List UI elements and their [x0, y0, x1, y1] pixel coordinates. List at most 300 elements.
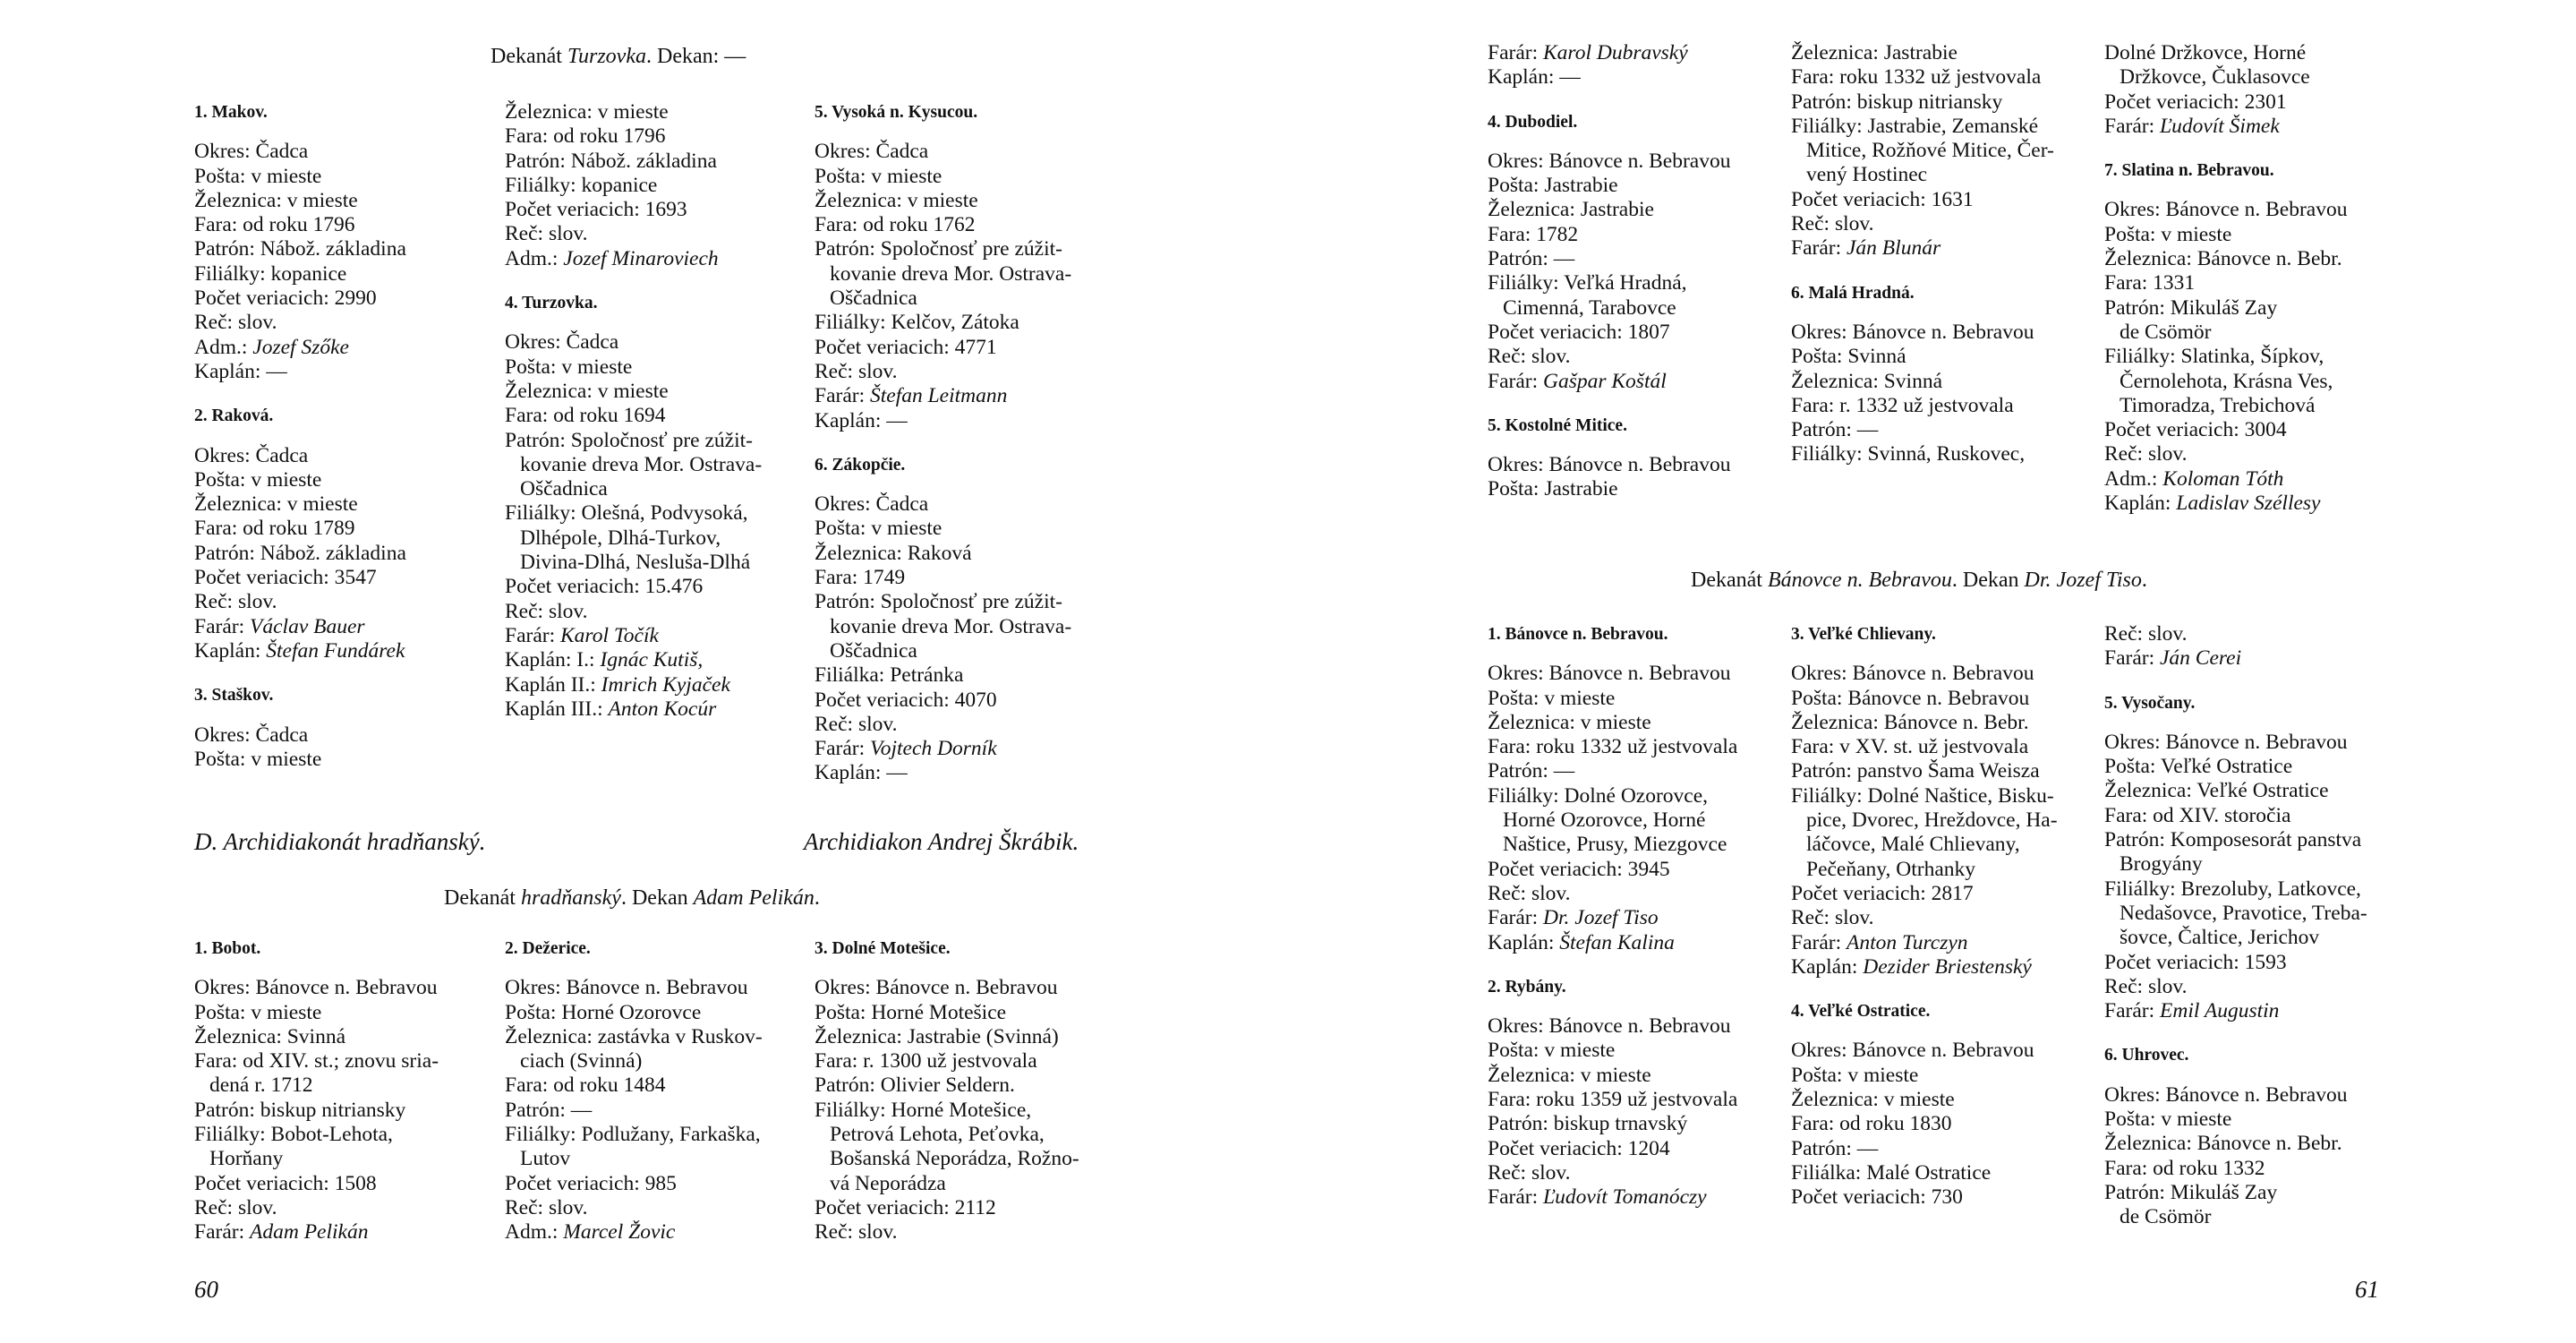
- entry-line: Filiálky: kopanice: [194, 261, 347, 286]
- parish-heading: 1. Bobot.: [194, 939, 261, 958]
- entry-line: Fara: od roku 1484: [505, 1074, 666, 1098]
- entry-line: Patrón: panstvo Šama Weisza: [1791, 759, 2040, 783]
- field-label: Kaplán:: [1791, 954, 1864, 979]
- entry-line: Okres: Bánovce n. Bebravou: [1488, 149, 1731, 173]
- field-label: Farár:: [2104, 999, 2160, 1023]
- parish-heading: 6. Malá Hradná.: [1791, 283, 1915, 303]
- field-label: Kaplán II.:: [505, 672, 601, 697]
- entry-line: [505, 648, 762, 672]
- entry-line: Pošta: v mieste: [815, 164, 943, 188]
- entry-line: Okres: Bánovce n. Bebravou: [2104, 198, 2348, 222]
- person-name: Václav Bauer: [250, 614, 365, 638]
- entry-line: [2104, 467, 2347, 492]
- entry-line: Okres: Bánovce n. Bebravou: [2104, 1082, 2348, 1107]
- parish-entry: [505, 100, 762, 291]
- entry-line: Fara: r. 1300 už jestvovala: [815, 1049, 1037, 1074]
- entry-line: Černolehota, Krásna Ves,: [2120, 369, 2333, 393]
- parish-heading: 6. Uhrovec.: [2104, 1046, 2189, 1065]
- entry-line: Okres: Bánovce n. Bebravou: [1488, 1014, 1731, 1039]
- right-block2-col3: [2104, 622, 2367, 1230]
- entry-line: [1488, 370, 1730, 394]
- entry-line: Pošta: Jastrabie: [1488, 174, 1618, 198]
- entry-line: Počet veriacich: 4771: [815, 335, 997, 359]
- entry-line: Počet veriacich: 1508: [194, 1171, 377, 1195]
- right-block2-col2: [1791, 622, 2058, 1210]
- left-block1-col1: [194, 100, 406, 772]
- entry-line: Nedašovce, Pravotice, Treba-: [2120, 901, 2367, 925]
- entry-line: Počet veriacich: 985: [505, 1171, 677, 1195]
- archidiakon-name: Archidiakon Andrej Škrábik.: [804, 828, 1079, 855]
- entry-line: Železnica: v mieste: [194, 188, 358, 212]
- entry-line: de Csömör: [2120, 320, 2212, 344]
- entry-line: kovanie dreva Mor. Ostrava-: [830, 261, 1072, 286]
- entry-line: Fara: r. 1332 už jestvovala: [1791, 393, 2014, 417]
- entry-line: pice, Dvorec, Hreždovce, Ha-: [1806, 808, 2058, 833]
- entry-line: Počet veriacich: 730: [1791, 1185, 1963, 1210]
- entry-line: Počet veriacich: 3547: [194, 566, 377, 590]
- entry-line: Fara: od roku 1796: [194, 213, 355, 237]
- person-name: Štefan Kalina: [1559, 930, 1675, 954]
- field-label: Adm.:: [2104, 466, 2163, 491]
- parish-entry: [505, 937, 763, 1245]
- entry-line: Timoradza, Trebichová: [2120, 393, 2316, 417]
- parish-entry: [1488, 41, 1730, 110]
- entry-line: Patrón: biskup trnavský: [1488, 1112, 1688, 1136]
- entry-line: Železnica: Jastrabie: [1791, 41, 1958, 64]
- entry-line: Patrón: biskup nitriansky: [1791, 90, 2003, 114]
- entry-line: Pošta: Svinná: [1791, 345, 1906, 369]
- entry-line: [2104, 999, 2367, 1023]
- entry-line: Dolné Držkovce, Horné: [2104, 41, 2307, 64]
- parish-heading: 4. Dubodiel.: [1488, 112, 1578, 132]
- field-label: Adm.:: [505, 1220, 564, 1245]
- entry-line: Železnica: Bánovce n. Bebr.: [2104, 247, 2342, 271]
- entry-line: Kaplán: —: [1488, 65, 1581, 90]
- entry-line: Pošta: v mieste: [505, 355, 633, 379]
- person-name: Gašpar Koštál: [1543, 369, 1667, 393]
- person-name: Ján Cerei: [2160, 646, 2242, 671]
- right-block1-col2: [1791, 41, 2054, 467]
- parish-heading: 3. Staškov.: [194, 686, 274, 706]
- entry-line: Patrón: Spoločnosť pre zúžit-: [815, 237, 1062, 261]
- entry-line: Počet veriacich: 3004: [2104, 418, 2287, 442]
- entry-line: Divina-Dlhá, Nesluša-Dlhá: [520, 551, 751, 575]
- parish-heading: 3. Veľké Chlievany.: [1791, 625, 1936, 644]
- entry-line: Okres: Bánovce n. Bebravou: [815, 976, 1058, 1000]
- entry-line: Reč: slov.: [505, 599, 588, 623]
- entry-line: Reč: slov.: [2104, 974, 2188, 998]
- parish-entry: [1488, 414, 1730, 502]
- entry-line: Cimenná, Tarabovce: [1503, 295, 1676, 320]
- entry-line: Reč: slov.: [194, 590, 277, 614]
- entry-line: Železnica: Veľké Ostratice: [2104, 779, 2329, 803]
- entry-line: Patrón: Nábož. základina: [194, 541, 406, 565]
- entry-line: Okres: Čadca: [505, 330, 619, 355]
- field-label: Farár:: [194, 614, 250, 638]
- parish-heading: 2. Dežerice.: [505, 939, 591, 958]
- entry-line: Okres: Bánovce n. Bebravou: [1791, 320, 2034, 344]
- entry-line: [194, 639, 406, 663]
- entry-line: Fara: od XIV. storočia: [2104, 803, 2291, 827]
- entry-line: Filiálky: kopanice: [505, 173, 658, 197]
- entry-line: Pošta: Bánovce n. Bebravou: [1791, 686, 2030, 710]
- left-block2-col1: [194, 937, 439, 1245]
- parish-entry: [2104, 1043, 2367, 1229]
- parish-heading: 4. Veľké Ostratice.: [1791, 1002, 1931, 1022]
- entry-line: Lutov: [520, 1147, 571, 1171]
- person-name: Anton Kocúr: [608, 697, 717, 721]
- parish-entry: [1791, 622, 2058, 999]
- entry-line: Pošta: v mieste: [1488, 686, 1616, 710]
- entry-line: [2104, 646, 2367, 671]
- entry-line: Pečeňany, Otrhanky: [1806, 857, 1976, 881]
- left-block2-col2: [505, 937, 763, 1245]
- person-name: Dezider Briestenský: [1863, 954, 2032, 979]
- parish-entry: [2104, 41, 2347, 158]
- entry-line: Filiálky: Veľká Hradná,: [1488, 271, 1687, 295]
- left-block1-col3: [815, 100, 1071, 786]
- entry-line: Okres: Čadca: [815, 492, 929, 517]
- entry-line: Počet veriacich: 2990: [194, 287, 377, 311]
- person-name: Vojtech Dorník: [870, 737, 997, 761]
- entry-line: Železnica: Jastrabie (Svinná): [815, 1024, 1059, 1048]
- entry-line: Oščadnica: [830, 287, 917, 311]
- entry-line: Počet veriacich: 4070: [815, 688, 997, 712]
- entry-line: Filiálky: Dolné Naštice, Bisku-: [1791, 783, 2054, 808]
- entry-line: Fara: 1749: [815, 566, 906, 590]
- person-name: Jozef Minaroviech: [563, 246, 719, 270]
- entry-line: [1488, 1185, 1737, 1210]
- person-name: Ignác Kutiš,: [600, 648, 704, 672]
- entry-line: Bošanská Neporádza, Rožno-: [830, 1147, 1079, 1171]
- entry-line: [2104, 492, 2347, 516]
- entry-line: ciach (Svinná): [520, 1049, 643, 1074]
- entry-line: Filiálky: Svinná, Ruskovec,: [1791, 442, 2026, 466]
- entry-line: Železnica: Svinná: [1791, 369, 1942, 393]
- person-name: Štefan Fundárek: [266, 638, 405, 663]
- person-name: Ladislav Széllesy: [2176, 492, 2321, 516]
- entry-line: Filiálky: Kelčov, Zátoka: [815, 311, 1019, 335]
- entry-line: Filiálky: Brezoluby, Latkovce,: [2104, 877, 2361, 901]
- entry-line: Filiálky: Jastrabie, Zemanské: [1791, 114, 2039, 138]
- entry-line: [194, 1220, 439, 1245]
- entry-line: [1488, 931, 1737, 955]
- entry-line: Okres: Čadca: [194, 140, 309, 164]
- page-number-right: 61: [2355, 1276, 2379, 1303]
- person-name: Jozef Szőke: [252, 335, 349, 359]
- entry-line: Počet veriacich: 2112: [815, 1195, 996, 1219]
- entry-line: [815, 384, 1071, 408]
- person-name: Imrich Kyjaček: [601, 672, 730, 697]
- entry-line: de Csömör: [2120, 1205, 2212, 1229]
- entry-line: [1488, 906, 1737, 930]
- entry-line: Pošta: Horné Motešice: [815, 1000, 1007, 1024]
- right-block2-col1: [1488, 622, 1737, 1210]
- entry-line: Pošta: v mieste: [2104, 1108, 2232, 1132]
- entry-line: Reč: slov.: [505, 1195, 588, 1219]
- field-label: Kaplán III.:: [505, 697, 609, 721]
- parish-heading: 2. Raková.: [194, 406, 274, 426]
- field-label: Farár:: [1488, 906, 1543, 930]
- entry-line: [505, 1220, 763, 1245]
- entry-line: Držkovce, Čuklasovce: [2120, 65, 2310, 90]
- entry-line: Okres: Bánovce n. Bebravou: [1488, 662, 1731, 686]
- parish-heading: 4. Turzovka.: [505, 294, 598, 313]
- right-block1-col3: [2104, 41, 2347, 516]
- entry-line: Počet veriacich: 1593: [2104, 950, 2287, 974]
- entry-line: Reč: slov.: [194, 1195, 277, 1219]
- entry-line: Fara: roku 1359 už jestvovala: [1488, 1088, 1738, 1112]
- entry-line: Okres: Bánovce n. Bebravou: [505, 976, 748, 1000]
- field-label: Adm.:: [194, 335, 253, 359]
- page-number-left: 60: [194, 1276, 218, 1303]
- person-name: Koloman Tóth: [2162, 466, 2284, 491]
- parish-entry: [815, 100, 1071, 453]
- parish-entry: [194, 404, 406, 683]
- entry-line: Filiálky: Olešná, Podvysoká,: [505, 501, 748, 526]
- entry-line: Reč: slov.: [2104, 442, 2188, 466]
- entry-line: Železnica: v mieste: [194, 492, 358, 517]
- entry-line: Petrová Lehota, Peťovka,: [830, 1123, 1045, 1147]
- person-name: Ľudovít Šimek: [2160, 114, 2280, 138]
- dekanat-turzovka-heading: Dekanát Turzovka. Dekan: —: [490, 45, 746, 68]
- entry-line: Železnica: Jastrabie: [1488, 198, 1654, 222]
- entry-line: Reč: slov.: [815, 359, 898, 383]
- entry-line: vá Neporádza: [830, 1171, 946, 1195]
- entry-line: Počet veriacich: 1204: [1488, 1136, 1670, 1160]
- entry-line: Filiálky: Bobot-Lehota,: [194, 1123, 393, 1147]
- parish-entry: [505, 291, 762, 722]
- parish-entry: [194, 100, 406, 404]
- entry-line: Okres: Čadca: [815, 140, 929, 164]
- entry-line: Filiálky: Dolné Ozorovce,: [1488, 783, 1709, 808]
- entry-line: Reč: slov.: [1791, 212, 1874, 236]
- field-label: Farár:: [815, 737, 870, 761]
- parish-heading: 2. Rybány.: [1488, 977, 1566, 997]
- archidiakonat-title: D. Archidiakonát hradňanský.: [194, 828, 486, 855]
- entry-line: Pošta: v mieste: [2104, 222, 2232, 246]
- entry-line: Počet veriacich: 1807: [1488, 320, 1670, 344]
- field-label: Kaplán:: [194, 638, 267, 663]
- parish-heading: 3. Dolné Motešice.: [815, 939, 951, 958]
- person-name: Emil Augustin: [2160, 999, 2280, 1023]
- entry-line: Patrón: Mikuláš Zay: [2104, 295, 2278, 320]
- entry-line: Reč: slov.: [1488, 1160, 1571, 1185]
- entry-line: Reč: slov.: [1488, 345, 1571, 369]
- entry-line: Železnica: Raková: [815, 541, 972, 565]
- dekanat-hradnansky-heading: Dekanát hradňanský. Dekan Adam Pelikán.: [444, 886, 820, 910]
- entry-line: Patrón: —: [505, 1098, 593, 1122]
- entry-line: Kaplán: —: [194, 359, 287, 383]
- entry-line: Pošta: Horné Ozorovce: [505, 1000, 702, 1024]
- entry-line: Fara: od roku 1332: [2104, 1156, 2265, 1180]
- entry-line: Reč: slov.: [815, 712, 898, 736]
- entry-line: Patrón: Spoločnosť pre zúžit-: [505, 428, 753, 452]
- entry-line: Fara: od roku 1762: [815, 213, 976, 237]
- entry-line: [505, 247, 762, 271]
- entry-line: Fara: od roku 1796: [505, 124, 666, 149]
- entry-line: Fara: v XV. st. už jestvovala: [1791, 735, 2029, 759]
- field-label: Farár:: [194, 1220, 250, 1245]
- entry-line: Patrón: Nábož. základina: [194, 237, 406, 261]
- entry-line: Železnica: v mieste: [815, 188, 978, 212]
- field-label: Farár:: [1488, 1185, 1543, 1210]
- person-name: Ján Blunár: [1847, 236, 1941, 261]
- entry-line: Železnica: v mieste: [505, 379, 669, 403]
- entry-line: Patrón: biskup nitriansky: [194, 1098, 406, 1122]
- dekanat-banovce-heading: Dekanát Bánovce n. Bebravou. Dekan Dr. Jozef Tiso.: [1691, 569, 2147, 592]
- entry-line: Pošta: v mieste: [815, 517, 943, 541]
- entry-line: dená r. 1712: [209, 1074, 313, 1098]
- entry-line: kovanie dreva Mor. Ostrava-: [830, 614, 1072, 638]
- entry-line: Dlhépole, Dlhá-Turkov,: [520, 526, 721, 550]
- entry-line: Mitice, Rožňové Mitice, Čer-: [1806, 139, 2054, 163]
- parish-entry: [815, 453, 1071, 786]
- parish-entry: [1791, 999, 2058, 1210]
- entry-line: Železnica: Svinná: [194, 1024, 345, 1048]
- parish-entry: [2104, 691, 2367, 1044]
- entry-line: [1791, 236, 2054, 261]
- entry-line: Pošta: v mieste: [1791, 1063, 1919, 1087]
- entry-line: [505, 697, 762, 722]
- entry-line: Železnica: v mieste: [1791, 1088, 1955, 1112]
- entry-line: Reč: slov.: [2104, 622, 2188, 646]
- entry-line: [1791, 931, 2058, 955]
- entry-line: kovanie dreva Mor. Ostrava-: [520, 452, 763, 476]
- person-name: Marcel Žovic: [563, 1220, 676, 1245]
- field-label: Kaplán:: [1488, 930, 1560, 954]
- entry-line: [1488, 41, 1730, 65]
- entry-line: Horňany: [209, 1147, 284, 1171]
- person-name: Ľudovít Tomanóczy: [1543, 1185, 1707, 1210]
- parish-entry: [194, 683, 406, 772]
- entry-line: Reč: slov.: [815, 1220, 898, 1245]
- entry-line: [815, 737, 1071, 761]
- entry-line: Patrón: —: [1791, 418, 1879, 442]
- field-label: Farár:: [1791, 930, 1847, 954]
- field-label: Kaplán: I.:: [505, 648, 601, 672]
- left-block1-col2: [505, 100, 762, 722]
- field-label: Farár:: [505, 623, 560, 647]
- entry-line: [194, 336, 406, 360]
- entry-line: Horné Ozorovce, Horné: [1503, 808, 1706, 833]
- person-name: Dr. Jozef Tiso: [1543, 906, 1659, 930]
- left-block2-col3: [815, 937, 1079, 1245]
- entry-line: Brogyány: [2120, 852, 2203, 877]
- person-name: Anton Turczyn: [1847, 930, 1968, 954]
- entry-line: Pošta: v mieste: [194, 1000, 322, 1024]
- entry-line: Železnica: Bánovce n. Bebr.: [2104, 1132, 2342, 1156]
- parish-entry: [194, 937, 439, 1245]
- entry-line: Naštice, Prusy, Miezgovce: [1503, 833, 1727, 857]
- field-label: Farár:: [1791, 236, 1847, 261]
- entry-line: [1791, 955, 2058, 979]
- entry-line: Pošta: v mieste: [194, 747, 322, 771]
- entry-line: [505, 624, 762, 648]
- parish-entry: [2104, 622, 2367, 691]
- parish-entry: [815, 937, 1079, 1245]
- entry-line: Počet veriacich: 1631: [1791, 187, 1974, 211]
- entry-line: Pošta: Veľké Ostratice: [2104, 755, 2293, 779]
- parish-heading: 5. Kostolné Mitice.: [1488, 415, 1627, 435]
- entry-line: Filiálka: Malé Ostratice: [1791, 1160, 1992, 1185]
- entry-line: Okres: Čadca: [194, 443, 309, 467]
- entry-line: Pošta: v mieste: [194, 467, 322, 492]
- entry-line: Pošta: Jastrabie: [1488, 477, 1618, 501]
- right-block1-col1: [1488, 41, 1730, 502]
- entry-line: Počet veriacich: 15.476: [505, 575, 704, 599]
- entry-line: Počet veriacich: 2301: [2104, 90, 2287, 114]
- parish-heading: 7. Slatina n. Bebravou.: [2104, 161, 2274, 181]
- person-name: Karol Točík: [560, 623, 659, 647]
- entry-line: Okres: Bánovce n. Bebravou: [1791, 662, 2034, 686]
- field-label: Farár:: [1488, 369, 1543, 393]
- parish-entry: [1791, 41, 2054, 281]
- entry-line: Pošta: v mieste: [1488, 1039, 1616, 1063]
- entry-line: šovce, Čaltice, Jerichov: [2120, 926, 2320, 950]
- parish-heading: 5. Vysoká n. Kysucou.: [815, 103, 978, 122]
- entry-line: Patrón: —: [1488, 759, 1575, 783]
- entry-line: Reč: slov.: [1791, 906, 1874, 930]
- parish-entry: [1791, 281, 2054, 467]
- page-right: [1288, 0, 2576, 1343]
- field-label: Adm.:: [505, 246, 564, 270]
- entry-line: Patrón: Komposesorát panstva: [2104, 828, 2362, 852]
- entry-line: Patrón: —: [1488, 247, 1575, 271]
- entry-line: Železnica: zastávka v Ruskov-: [505, 1024, 763, 1048]
- entry-line: Železnica: v mieste: [1488, 710, 1651, 734]
- entry-line: Fara: od roku 1830: [1791, 1112, 1952, 1136]
- entry-line: Fara: od roku 1789: [194, 517, 355, 541]
- entry-line: Patrón: Mikuláš Zay: [2104, 1180, 2278, 1204]
- parish-heading: 1. Makov.: [194, 103, 268, 122]
- entry-line: Reč: slov.: [1488, 881, 1571, 905]
- entry-line: Patrón: —: [1791, 1136, 1879, 1160]
- entry-line: Patrón: Nábož. základina: [505, 149, 717, 173]
- entry-line: Pošta: v mieste: [194, 164, 322, 188]
- entry-line: Patrón: Olivier Seldern.: [815, 1074, 1015, 1098]
- entry-line: Reč: slov.: [194, 311, 277, 335]
- entry-line: Fara: roku 1332 už jestvovala: [1791, 65, 2042, 90]
- field-label: Kaplán:: [2104, 492, 2177, 516]
- entry-line: Kaplán: —: [815, 761, 908, 785]
- field-label: Farár:: [1488, 41, 1543, 64]
- entry-line: Filiálky: Horné Motešice,: [815, 1098, 1032, 1122]
- entry-line: Železnica: v mieste: [1488, 1063, 1651, 1087]
- entry-line: Patrón: Spoločnosť pre zúžit-: [815, 590, 1062, 614]
- entry-line: Okres: Bánovce n. Bebravou: [1488, 453, 1731, 477]
- entry-line: Oščadnica: [830, 638, 917, 663]
- entry-line: Oščadnica: [520, 477, 608, 501]
- person-name: Štefan Leitmann: [870, 384, 1008, 408]
- entry-line: Fara: 1331: [2104, 271, 2196, 295]
- person-name: Adam Pelikán: [250, 1220, 369, 1245]
- parish-entry: [1488, 110, 1730, 414]
- entry-line: Filiálky: Slatinka, Šípkov,: [2104, 345, 2324, 369]
- entry-line: Filiálky: Podlužany, Farkaška,: [505, 1123, 761, 1147]
- parish-heading: 1. Bánovce n. Bebravou.: [1488, 625, 1668, 644]
- entry-line: Okres: Bánovce n. Bebravou: [1791, 1039, 2034, 1063]
- entry-line: [505, 673, 762, 697]
- entry-line: Fara: roku 1332 už jestvovala: [1488, 735, 1738, 759]
- entry-line: [194, 615, 406, 639]
- entry-line: Železnica: v mieste: [505, 100, 669, 124]
- parish-entry: [1488, 622, 1737, 975]
- parish-entry: [2104, 158, 2347, 516]
- entry-line: Počet veriacich: 2817: [1791, 881, 1974, 905]
- entry-line: Reč: slov.: [505, 222, 588, 246]
- entry-line: [2104, 115, 2347, 139]
